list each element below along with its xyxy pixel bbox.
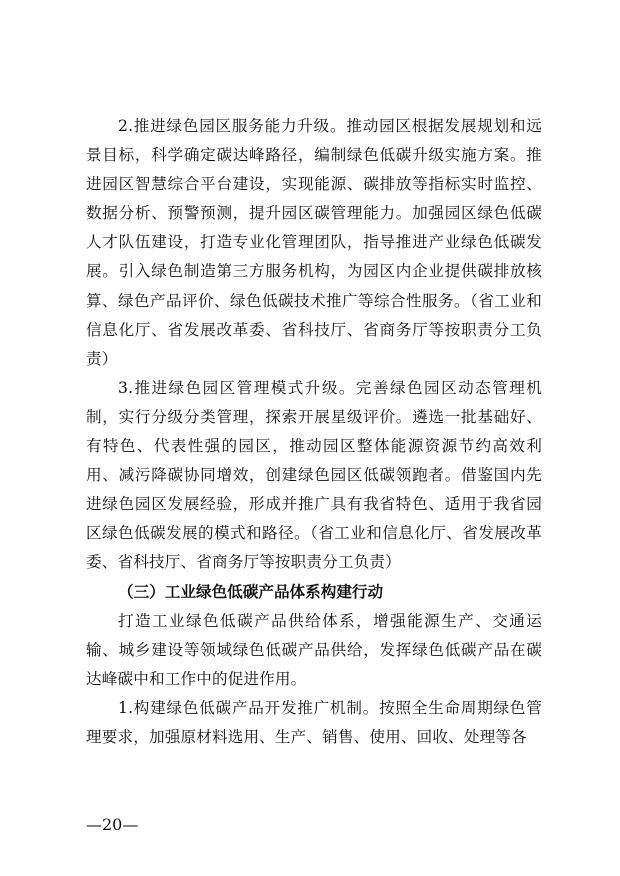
- paragraph-product-supply-system: 打造工业绿色低碳产品供给体系，增强能源生产、交通运输、城乡建设等领域绿色低碳产品供给，发挥绿色低碳产品在碳达峰碳中和工作中的促进作用。: [86, 611, 542, 688]
- paragraph-product-development-mechanism: 1.构建绿色低碳产品开发推广机制。按照全生命周期绿色管理要求，加强原材料选用、生产、销售、使用、回收、处理等各: [86, 698, 542, 746]
- section-heading-product-system: （三）工业绿色低碳产品体系构建行动: [118, 582, 384, 601]
- page-body: [86, 112, 542, 752]
- paragraph-green-park-service-upgrade: 2.推进绿色园区服务能力升级。推动园区根据发展规划和远景目标，科学确定碳达峰路径，编制绿色低碳升级实施方案。推进园区智慧综合平台建设，实现能源、碳排放等指标实时监控、数据分析、预警预测，提升园区碳管理能力。加强园区绿色低碳人才队伍建设，打造专业化管理团队，指导推进产业绿色低碳发展。引入绿色制造第三方服务机构，为园区内企业提供碳排放核算、绿色产品评价、绿色低碳技术推广等综合性服务。（省工业和信息化厅、省发展改革委、省科技厅、省商务厅等按职责分工负责）: [86, 117, 542, 368]
- paragraph-green-park-management-upgrade: 3.推进绿色园区管理模式升级。完善绿色园区动态管理机制，实行分级分类管理，探索开展星级评价。遴选一批基础好、有特色、代表性强的园区，推动园区整体能源资源节约高效利用、减污降碳协同增效，创建绿色园区低碳领跑者。借鉴国内先进绿色园区发展经验，形成并推广具有我省特色、适用于我省园区绿色低碳发展的模式和路径。（省工业和信息化厅、省发展改革委、省科技厅、省商务厅等按职责分工负责）: [86, 378, 542, 572]
- page-number: —20—: [86, 815, 139, 834]
